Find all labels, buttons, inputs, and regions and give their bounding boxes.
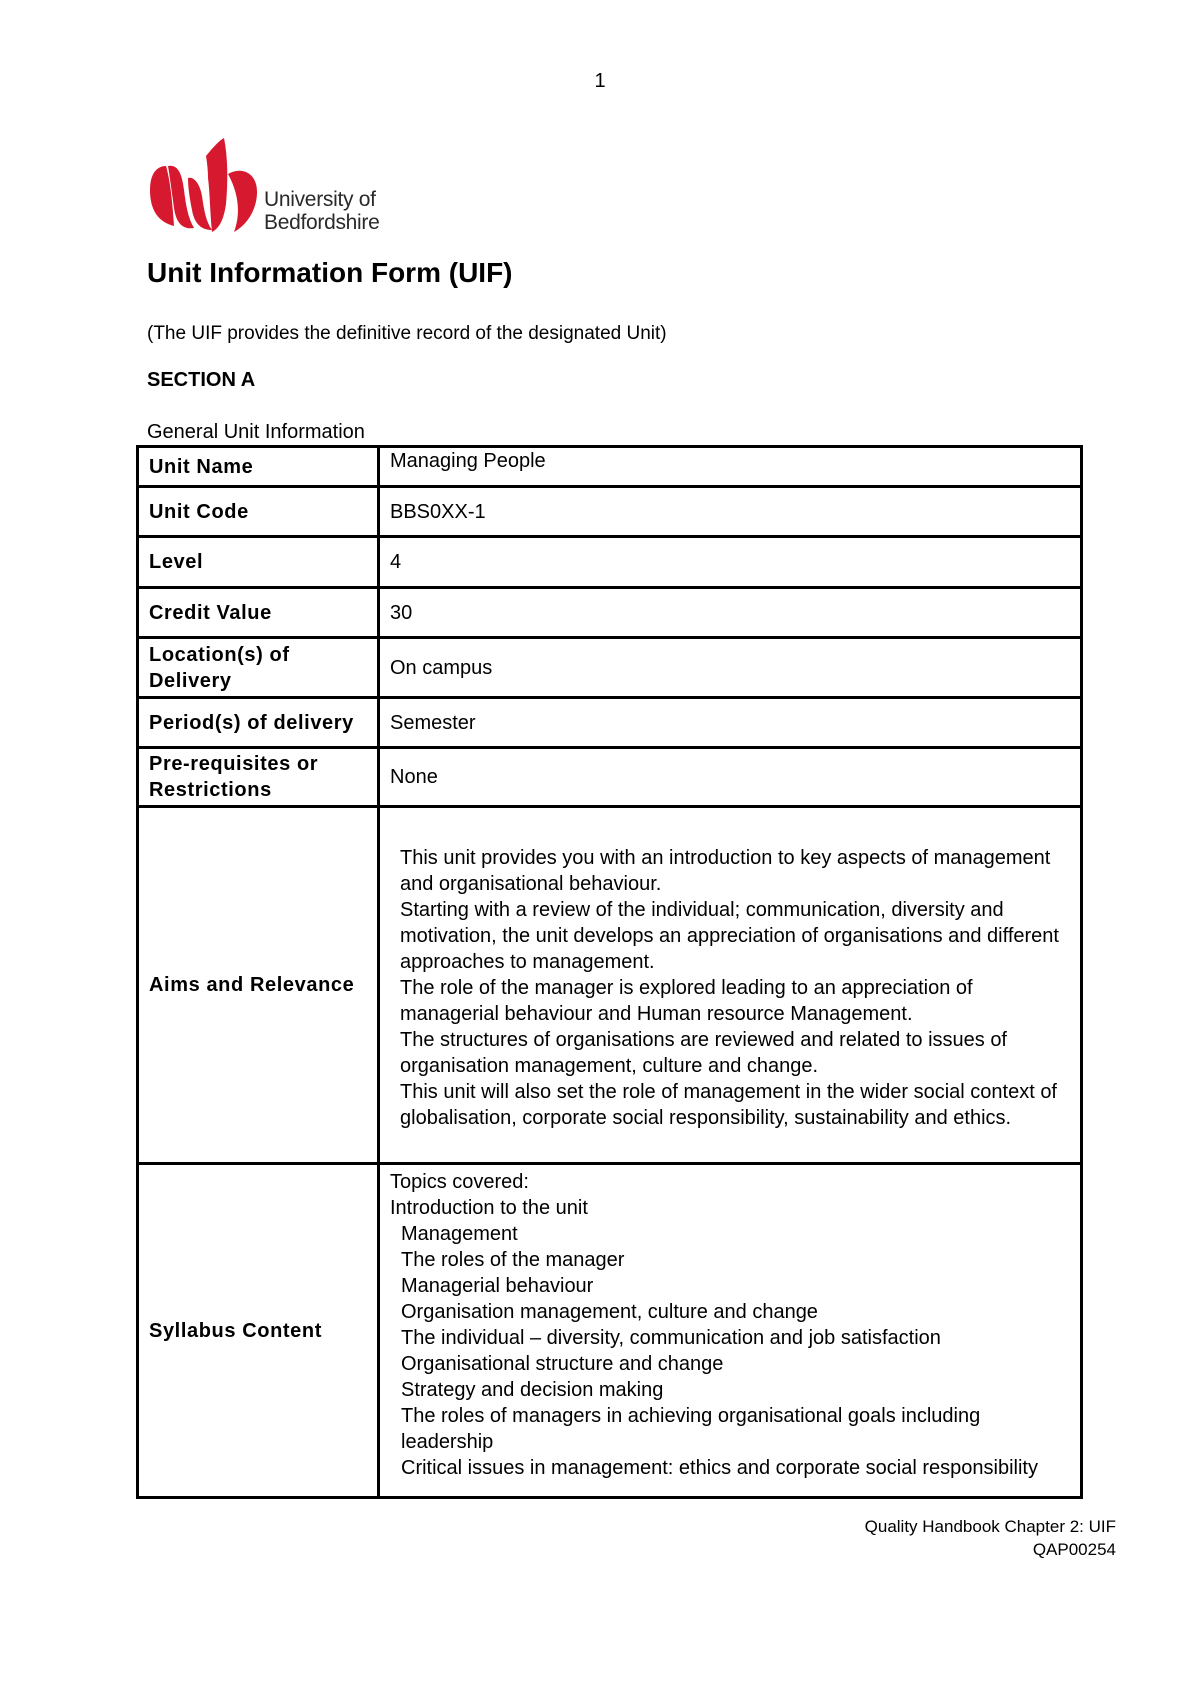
list-item: Management — [401, 1223, 518, 1245]
row-value: On campus — [379, 638, 1082, 698]
list-item: The roles of managers in achieving organisational goals including leadership — [401, 1405, 981, 1453]
row-label: Period(s) of delivery — [138, 698, 379, 748]
row-label: Credit Value — [138, 588, 379, 638]
aims-content — [379, 807, 1082, 1164]
university-logo — [148, 138, 388, 238]
aims-paragraph: Starting with a review of the individual; communication, diversity and motivation, the unit develops an appreciation of organisations and different approaches to management. — [400, 899, 1059, 973]
table-caption: General Unit Information — [147, 421, 365, 443]
aims-paragraph: This unit provides you with an introduction to key aspects of management and organisational behaviour. — [400, 847, 1051, 895]
row-value: Managing People — [379, 447, 1082, 487]
list-item: Managerial behaviour — [401, 1275, 594, 1297]
document-subtitle: (The UIF provides the definitive record of the designated Unit) — [147, 323, 667, 344]
table-row — [138, 537, 1082, 588]
aims-label: Aims and Relevance — [138, 807, 379, 1164]
row-label: Unit Name — [138, 447, 379, 487]
section-heading: SECTION A — [147, 369, 256, 391]
row-value: BBS0XX-1 — [379, 487, 1082, 537]
table-row — [138, 1164, 1082, 1498]
list-item: The individual – diversity, communication and job satisfaction — [401, 1327, 941, 1349]
university-logo-mark-icon — [148, 138, 260, 234]
row-value: 30 — [379, 588, 1082, 638]
list-item: Organisation management, culture and change — [401, 1301, 818, 1323]
row-label: Level — [138, 537, 379, 588]
aims-paragraph: This unit will also set the role of management in the wider social context of globalisation, corporate social responsibility, sustainability and ethics. — [400, 1081, 1057, 1129]
list-item: Critical issues in management: ethics and corporate social responsibility — [401, 1457, 1038, 1479]
page-number: 1 — [594, 70, 606, 92]
university-logo-text — [264, 188, 379, 234]
aims-paragraph: The role of the manager is explored leading to an appreciation of managerial behaviour and Human resource Management. — [400, 977, 973, 1025]
table-row — [138, 447, 1082, 487]
table-row — [138, 638, 1082, 698]
table-row — [138, 698, 1082, 748]
logo-line-1: University of — [264, 188, 376, 211]
table-row — [138, 487, 1082, 537]
footer-line-1: Quality Handbook Chapter 2: UIF — [864, 1517, 1116, 1536]
list-item: The roles of the manager — [401, 1249, 625, 1271]
syllabus-content — [379, 1164, 1082, 1498]
logo-line-2: Bedfordshire — [264, 211, 380, 234]
table-row — [138, 588, 1082, 638]
page-footer — [865, 1515, 1116, 1561]
row-value: Semester — [379, 698, 1082, 748]
row-label: Pre-requisites or Restrictions — [138, 748, 379, 807]
syllabus-label: Syllabus Content — [138, 1164, 379, 1498]
list-item: Organisational structure and change — [401, 1353, 724, 1375]
table-row — [138, 807, 1082, 1164]
row-label: Location(s) of Delivery — [138, 638, 379, 698]
table-row — [138, 748, 1082, 807]
unit-info-table — [136, 445, 1083, 1499]
aims-paragraph: The structures of organisations are reviewed and related to issues of organisation management, culture and change. — [400, 1029, 1007, 1077]
row-label: Unit Code — [138, 487, 379, 537]
syllabus-subheading: Introduction to the unit — [390, 1197, 588, 1219]
list-item: Strategy and decision making — [401, 1379, 664, 1401]
footer-line-2: QAP00254 — [1032, 1540, 1116, 1559]
row-value: 4 — [379, 537, 1082, 588]
syllabus-intro: Topics covered: — [390, 1171, 529, 1193]
row-value: None — [379, 748, 1082, 807]
document-title: Unit Information Form (UIF) — [147, 257, 513, 288]
